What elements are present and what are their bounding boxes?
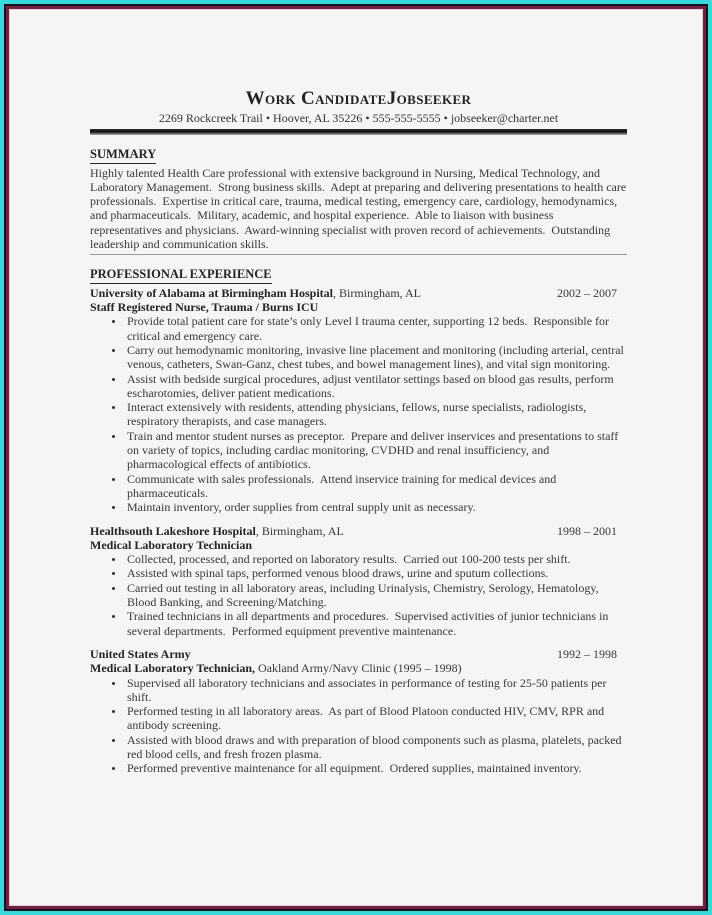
job-employer-line (90, 647, 191, 661)
job-dates: 2002 – 2007 (557, 285, 617, 300)
resume-header (90, 88, 627, 125)
page-border-maroon (6, 6, 706, 909)
job-employer-line (90, 286, 421, 300)
job-location: , Birmingham, AL (333, 285, 422, 300)
resume-page (10, 10, 702, 905)
job-bullet-list (90, 314, 627, 514)
page-border-pink (9, 9, 703, 906)
job-header (90, 286, 627, 300)
header-divider-rule (90, 129, 627, 135)
job-title-line (90, 538, 627, 552)
job-title: Staff Registered Nurse, Trauma / Burns ICU (90, 300, 319, 315)
job-title-line (90, 300, 627, 314)
job-bullet-list (90, 676, 627, 776)
experience-heading-text: PROFESSIONAL EXPERIENCE (90, 267, 272, 284)
summary-heading (90, 147, 627, 164)
job-location: , Birmingham, AL (255, 523, 344, 538)
bullet-item: • Interact extensively with residents, attending physicians, fellows, nurse specialists, radiologists, respiratory therapists, and case managers. (125, 400, 627, 429)
job-employer: United States Army (90, 646, 191, 661)
job-employer-line (90, 524, 344, 538)
summary-paragraph: Highly talented Health Care professional with extensive background in Nursing, Medical Technology, and Laboratory Management. Strong business skills. Adept at preparing and delivering presentations to health care professionals. Expertise in critical care, trauma, medical testing, emergency care, cardiology, hemodynamics, and pharmaceuticals. Military, academic, and hospital experience. Able to liaison with business representatives and physicians. Award-winning specialist with proven record of achievements. Outstanding leadership and communication skills. (90, 165, 630, 251)
job-employer: University of Alabama at Birmingham Hospital (90, 285, 334, 300)
bullet-item: • Provide total patient care for state’s only Level I trauma center, supporting 12 beds. Responsible for critical and emergency care. (125, 314, 627, 343)
job-bullet-list (90, 552, 627, 638)
job-dates: 1992 – 1998 (557, 646, 617, 661)
page-border-dark (4, 4, 708, 911)
bullet-item: • Assist with bedside surgical procedures, adjust ventilator settings based on blood gas results, perform escharotomies, deliver patient medications. (125, 372, 627, 401)
bullet-item: • Carried out testing in all laboratory areas, including Urinalysis, Chemistry, Serology, Hematology, Blood Banking, and Screening/Matching. (125, 581, 627, 610)
job-entry-us-army (90, 647, 627, 776)
summary-heading-text: SUMMARY (90, 147, 156, 164)
bullet-item: • Performed testing in all laboratory areas. As part of Blood Platoon conducted HIV, CMV, RPR and antibody screening. (125, 704, 627, 733)
bullet-item: • Trained technicians in all departments and procedures. Supervised activities of junior technicians in several departments. Performed equipment preventive maintenance. (125, 609, 627, 638)
bullet-item: • Communicate with sales professionals. Attend inservice training for medical devices and pharmaceuticals. (125, 472, 627, 501)
experience-heading (90, 267, 627, 284)
job-header (90, 647, 627, 661)
job-title: Medical Laboratory Technician, (90, 661, 255, 676)
job-title-suffix: Oakland Army/Navy Clinic (1995 – 1998) (255, 661, 462, 676)
bullet-item: • Performed preventive maintenance for all equipment. Ordered supplies, maintained inventory. (125, 761, 627, 775)
bullet-item: • Carry out hemodynamic monitoring, invasive line placement and monitoring (including arterial, central venous, catheters, Swan-Ganz, chest tubes, and bowel management lines), and vital sign monitoring. (125, 343, 627, 372)
job-dates: 1998 – 2001 (557, 523, 617, 538)
job-title-line (90, 661, 627, 675)
candidate-name: Work CandidateJobseeker (245, 88, 472, 109)
job-employer: Healthsouth Lakeshore Hospital (90, 523, 256, 538)
bullet-item: • Supervised all laboratory technicians and associates in performance of testing for 25-50 patients per shift. (125, 676, 627, 705)
bullet-item: • Collected, processed, and reported on laboratory results. Carried out 100-200 tests per shift. (125, 552, 627, 566)
job-entry-uab-hospital (90, 286, 627, 515)
bullet-item: • Assisted with blood draws and with preparation of blood components such as plasma, platelets, packed red blood cells, and fresh frozen plasma. (125, 733, 627, 762)
summary-divider-rule (90, 254, 627, 255)
bullet-item: • Train and mentor student nurses as preceptor. Prepare and deliver inservices and presentations to staff on variety of topics, including cardiac monitoring, CVDHD and renal insufficiency, and pharmacological effects of antibiotics. (125, 429, 627, 472)
resume-content (90, 88, 630, 776)
bullet-item: • Maintain inventory, order supplies from central supply unit as necessary. (125, 500, 627, 514)
job-entry-healthsouth (90, 524, 627, 638)
bullet-item: • Assisted with spinal taps, performed venous blood draws, urine and sputum collections. (125, 566, 627, 580)
contact-line: 2269 Rockcreek Trail • Hoover, AL 35226 • 555-555-5555 • jobseeker@charter.net (158, 111, 559, 125)
job-title: Medical Laboratory Technician (90, 537, 252, 552)
job-header (90, 524, 627, 538)
